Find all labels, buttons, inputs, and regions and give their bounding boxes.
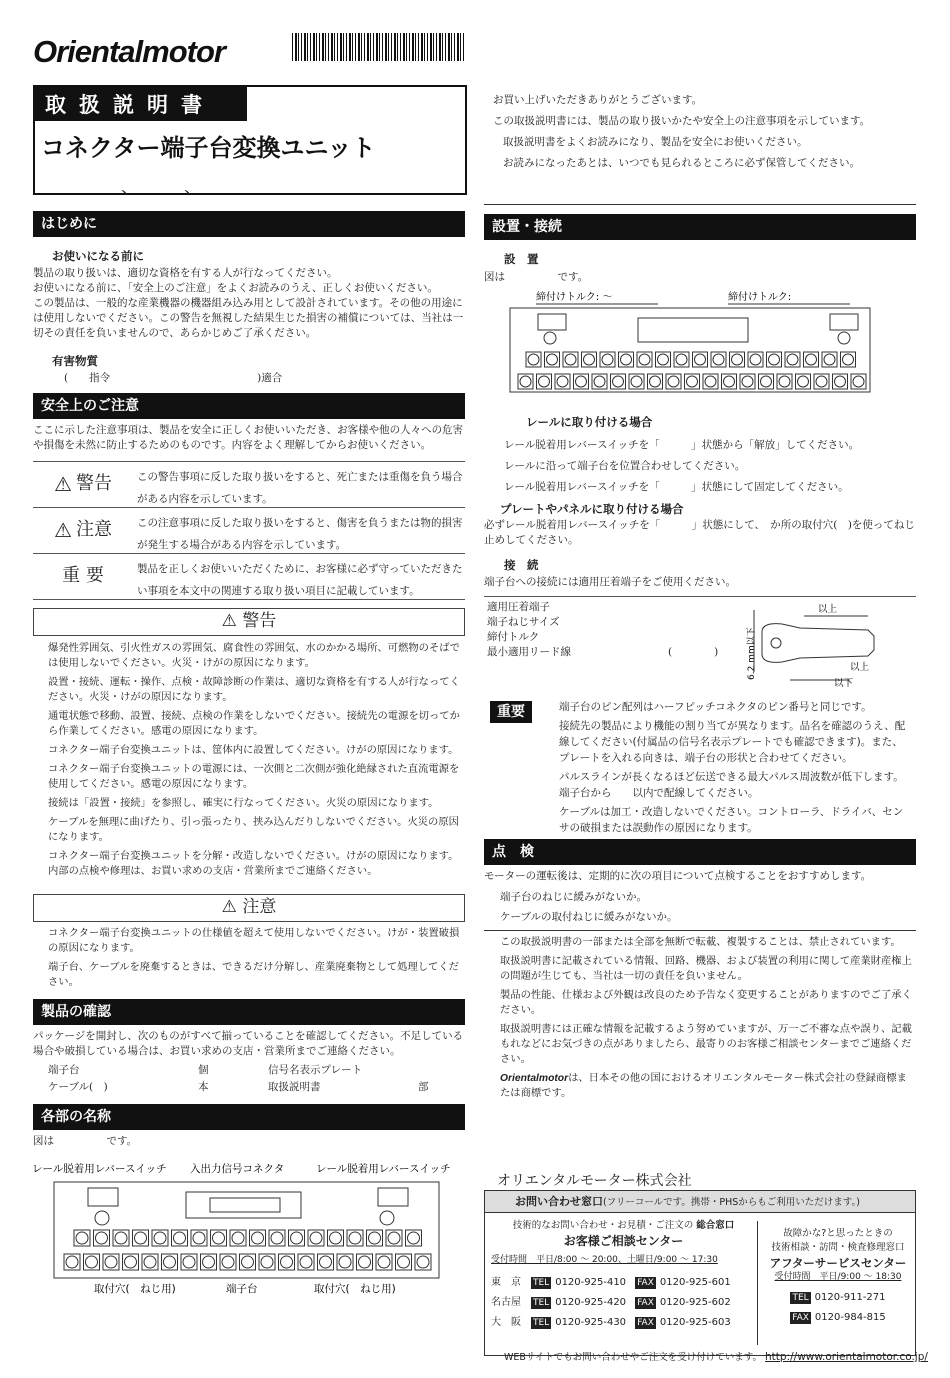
intro-line: お買い上げいただきありがとうございます。 xyxy=(493,94,703,106)
intro-text xyxy=(493,90,923,174)
warning-item: 通電状態で移動、設置、接続、点検の作業をしないでください。接続先の電源を切ってから作業してください。感電の原因になります。 xyxy=(48,710,460,737)
section-names: 各部の名称 xyxy=(33,1104,465,1130)
legal-item: 取扱説明書には正確な情報を記載するよう努めていますが、万一ご不審な点や誤り、記載もれなどにお気づきの点がありましたら、最寄りのお客様ご相談センターまでご連絡ください。 xyxy=(500,1023,912,1065)
inspect-item: 端子台のねじに緩みがないか。 xyxy=(500,891,647,903)
warning-item: コネクター端子台変換ユニットは、筐体内に設置してください。けがの原因になります。 xyxy=(48,744,459,756)
important-item: 接続先の製品により機能の割り当てが異なります。品名を確認のうえ、配線してください(付属品の信号名表示プレートでも確認できます)。また、プレートを入れる向きは、端子台の形状と合わせてください。 xyxy=(559,720,906,764)
terminal-row-lower xyxy=(64,1254,431,1270)
rail-steps xyxy=(504,435,914,498)
office-row: 名古屋 TEL 0120-925-420 FAX 0120-925-602 xyxy=(491,1297,731,1309)
legend-text: この警告事項に反した取り扱いをすると、死亡または重傷を負う場合がある内容を示しています。 xyxy=(137,471,463,505)
caution-item: 端子台、ケーブルを廃棄するときは、できるだけ分解し、産業廃棄物として処理してください。 xyxy=(48,961,459,988)
section-confirm: 製品の確認 xyxy=(33,999,465,1025)
dim-above-2: 以上 xyxy=(850,662,870,673)
caution-triangle-icon: ⚠ xyxy=(54,518,72,542)
mount-hole-left xyxy=(544,332,556,344)
package-table xyxy=(44,1062,464,1096)
table-row: 端子台 個 信号名表示プレート xyxy=(48,1064,363,1076)
legend-label: 重 要 xyxy=(62,565,104,587)
crimp-terminal-hole xyxy=(771,638,781,648)
brand-logo: Orientalmotor xyxy=(33,34,225,69)
legal-item: この取扱説明書の一部または全部を無断で転載、複製することは、禁止されています。 xyxy=(500,936,901,948)
brand-mark: Orientalmotor xyxy=(500,1073,569,1084)
safety-intro: ここに示した注意事項は、製品を安全に正しくお使いいただき、お客様や他の人々への危害や損傷を未然に防止するためのものです。内容をよく理解してからお使いください。 xyxy=(33,424,464,451)
divider xyxy=(484,596,916,597)
hazardous-text: ( 指令 )適合 xyxy=(64,372,283,384)
rail-step: レール脱着用レバースイッチを「 」状態から「解放」してください。 xyxy=(504,439,860,451)
website-link[interactable]: http://www.orientalmotor.co.jp/ xyxy=(765,1351,928,1363)
section-install: 設置・接続 xyxy=(484,214,916,240)
spec-item: 端子ねじサイズ xyxy=(487,616,560,628)
legal-list xyxy=(500,935,914,1105)
intro-line: お読みになったあとは、いつでも見られるところに必ず保管してください。 xyxy=(503,157,860,169)
crimp-terminal-diagram xyxy=(740,600,900,692)
connect-text: 端子台への接続には適用圧着端子をご使用ください。 xyxy=(484,576,736,588)
after-line: 技術相談・訪問・検査修理窓口 xyxy=(771,1241,905,1253)
web-note: WEBサイトでもお問い合わせやご注文を受け付けています。 http://www.orientalmotor.co.jp/ xyxy=(504,1351,928,1363)
table-row: ケーブル( ) 本 取扱説明書 部 xyxy=(48,1081,429,1093)
intro-line: 取扱説明書をよくお読みになり、製品を安全にお使いください。 xyxy=(503,136,808,148)
manual-label: 取扱説明書 xyxy=(35,87,247,121)
office-row: 大 阪 TEL 0120-925-430 FAX 0120-925-603 xyxy=(491,1317,731,1329)
lever-switch-left xyxy=(88,1188,118,1206)
warning-triangle-icon: ⚠ xyxy=(54,472,72,496)
sub-before-use: お使いになる前に xyxy=(52,249,144,263)
caution-head: ⚠ 注意 xyxy=(33,894,465,922)
label-hole-left: 取付穴( ねじ用) xyxy=(94,1283,176,1295)
lever-switch-right xyxy=(830,314,858,330)
section-safety: 安全上のご注意 xyxy=(33,393,465,419)
after-service xyxy=(763,1227,913,1328)
rail-title: レールに取り付ける場合 xyxy=(526,415,653,429)
sub-install: 設 置 xyxy=(504,252,539,266)
caution-list xyxy=(48,926,464,994)
legend-row-warning xyxy=(33,462,465,508)
inspect-item: ケーブルの取付ねじに緩みがないか。 xyxy=(500,911,678,923)
product-name: コネクター端子台変換ユニット xyxy=(41,134,376,162)
lever-switch-right xyxy=(378,1188,408,1206)
warning-item: 接続は「設置・接続」を参照し、確実に行なってください。火災の原因になります。 xyxy=(48,797,439,809)
support-line: 技術的なお問い合わせ・お見積・ご注文の 総合窓口 xyxy=(512,1220,735,1231)
support-center xyxy=(491,1219,756,1333)
spec-item: 最小適用リード線 xyxy=(487,646,571,658)
terminal-row-lower xyxy=(518,374,866,389)
mount-hole-right xyxy=(380,1211,394,1225)
model-separators: 、 、 xyxy=(121,177,202,198)
barcode xyxy=(292,33,464,61)
section-inspect: 点 検 xyxy=(484,839,916,865)
io-connector xyxy=(638,318,748,342)
safety-legend xyxy=(33,461,465,600)
title-box xyxy=(33,85,467,198)
support-title: お客様ご相談センター xyxy=(563,1233,684,1248)
legend-label: ⚠ 注意 xyxy=(33,508,133,553)
after-hours: 受付時間 平日/9:00 〜 18:30 xyxy=(774,1272,902,1283)
warning-head: ⚠ 警告 xyxy=(33,608,465,636)
hajime-line: この製品は、一般的な産業機器の機器組み込み用として設計されています。その他の用途には使用しないでください。この警告を無視した結果生じた損害の補償については、当社は一切その責任を負いませんので、あらかじめご了承ください。 xyxy=(33,297,464,339)
important-list xyxy=(559,699,911,836)
caution-triangle-icon: ⚠ xyxy=(221,897,243,917)
company-name: オリエンタルモーター株式会社 xyxy=(497,1173,692,1189)
spec-item: 締付トルク xyxy=(487,631,540,643)
hajime-line: 製品の取り扱いは、適切な資格を有する人が行なってください。 xyxy=(33,267,338,279)
rail-step: レールに沿って端子台を位置合わせしてください。 xyxy=(504,460,746,472)
warning-item: ケーブルを無理に曲げたり、引っ張ったり、挟み込んだりしないでください。火災の原因になります。 xyxy=(48,816,459,843)
hajime-line: お使いになる前に、「安全上のご注意」をよくお読みのうえ、正しくお使いください。 xyxy=(33,282,438,294)
label-terminal-block: 端子台 xyxy=(226,1283,258,1295)
warning-triangle-icon: ⚠ xyxy=(221,611,243,631)
important-item: パルスラインが長くなるほど伝送できる最大パルス周波数が低下します。端子台から 以内で配線してください。 xyxy=(559,771,904,799)
mount-hole-left xyxy=(95,1211,109,1225)
spec-range: ( ) xyxy=(668,646,719,658)
label-hole-right: 取付穴( ねじ用) xyxy=(314,1283,396,1295)
label-lever-right: レール脱着用レバースイッチ xyxy=(316,1163,451,1175)
install-fig: 図は です。 xyxy=(484,271,589,283)
dim-width: 6.2 mm以下 xyxy=(747,627,757,680)
section-hajime: はじめに xyxy=(33,211,465,237)
warning-list xyxy=(48,641,464,883)
legend-row-caution xyxy=(33,508,465,554)
important-tag: 重要 xyxy=(490,701,532,723)
warning-item: コネクター端子台変換ユニットの電源には、一次側と二次側が強化絶縁された直流電源を使用してください。感電の原因になります。 xyxy=(48,763,460,790)
warning-item: コネクター端子台変換ユニットを分解・改造しないでください。けがの原因になります。内部の点検や修理は、お買い求めの支店・営業所までご連絡ください。 xyxy=(48,850,459,877)
important-item: ケーブルは加工・改造しないでください。コントローラ、ドライバ、センサの破損または誤動作の原因になります。 xyxy=(559,806,904,834)
legal-item: Orientalmotorは、日本その他の国におけるオリエンタルモーター株式会社の登録商標または商標です。 xyxy=(500,1072,907,1099)
dim-below: 以下 xyxy=(834,678,854,689)
spec-title: 適用圧着端子 xyxy=(487,601,550,613)
dim-above-1: 以上 xyxy=(818,604,838,615)
legend-row-important xyxy=(33,554,465,600)
names-fig: 図は です。 xyxy=(33,1135,138,1147)
connector-shell xyxy=(210,1198,280,1212)
mount-hole-right xyxy=(838,332,850,344)
after-contacts: TEL 0120-911-271 FAX 0120-984-815 xyxy=(792,1292,886,1324)
important-item: 端子台のピン配列はハーフピッチコネクタのピン番号と同じです。 xyxy=(559,701,872,713)
legend-text: この注意事項に反した取り扱いをすると、傷害を負うまたは物的損害が発生する場合がある内容を示しています。 xyxy=(137,517,463,551)
contact-header: お問い合わせ窓口(フリーコールです。携帯・PHSからもご利用いただけます。) xyxy=(485,1191,915,1213)
install-diagram xyxy=(500,286,880,406)
warning-item: 爆発性雰囲気、引火性ガスの雰囲気、腐食性の雰囲気、水のかかる場所、可燃物のそばでは使用しないでください。火災・けがの原因になります。 xyxy=(48,642,460,669)
office-list xyxy=(491,1273,756,1333)
legal-item: 取扱説明書に記載されている情報、回路、機器、および装置の利用に関して産業財産権上の問題が生じても、当社は一切の責任を負いません。 xyxy=(500,955,912,982)
sub-connect: 接 続 xyxy=(504,558,539,572)
hazardous-title: 有害物質 xyxy=(52,354,98,368)
office-row: 東 京 TEL 0120-925-410 FAX 0120-925-601 xyxy=(491,1277,731,1289)
after-line: 故障かな?と思ったときの xyxy=(783,1228,893,1239)
plate-title: プレートやパネルに取り付ける場合 xyxy=(500,502,684,516)
legend-text: 製品を正しくお使いいただくために、お客様に必ず守っていただきたい事項を本文中の関連する取り扱い項目に記載しています。 xyxy=(137,563,463,597)
inspect-list xyxy=(500,887,678,927)
warning-box xyxy=(33,608,465,636)
parts-diagram xyxy=(30,1158,470,1303)
caution-box xyxy=(33,894,465,922)
warning-item: 設置・接続、運転・操作、点検・故障診断の作業は、適切な資格を有する人が行なってください。火災・けがの原因になります。 xyxy=(48,676,460,703)
divider xyxy=(484,204,916,205)
plate-text: 必ずレール脱着用レバースイッチを「 」状態にして、 か所の取付穴( )を使ってねじ止めしてください。 xyxy=(484,519,915,546)
label-connector: 入出力信号コネクタ xyxy=(190,1163,285,1175)
hajime-body xyxy=(33,266,465,341)
divider xyxy=(484,930,916,931)
label-lever-left: レール脱着用レバースイッチ xyxy=(32,1163,167,1175)
legend-label: ⚠ 警告 xyxy=(33,462,133,507)
torque-label-1: 締付けトルク: 〜 xyxy=(536,292,613,303)
rail-step: レール脱着用レバースイッチを「 」状態にして固定してください。 xyxy=(504,481,849,493)
contact-box xyxy=(484,1190,916,1356)
divider xyxy=(757,1221,758,1345)
confirm-body: パッケージを開封し、次のものがすべて揃っていることを確認してください。不足している場合や破損している場合は、お買い求めの支店・営業所までご連絡ください。 xyxy=(33,1030,464,1057)
legal-item: 製品の性能、仕様および外観は改良のため予告なく変更することがありますのでご了承ください。 xyxy=(500,989,912,1016)
inspect-body: モーターの運転後は、定期的に次の項目について点検することをおすすめします。 xyxy=(484,870,872,882)
caution-item: コネクター端子台変換ユニットの仕様値を超えて使用しないでください。けが・装置破損の原因になります。 xyxy=(48,927,460,954)
lever-switch-left xyxy=(538,314,566,330)
after-title: アフターサービスセンター xyxy=(769,1255,907,1270)
support-hours: 受付時間 平日/8:00 〜 20:00、土曜日/9:00 〜 17:30 xyxy=(491,1255,718,1266)
torque-label-2: 締付けトルク: xyxy=(728,292,792,303)
intro-line: この取扱説明書には、製品の取り扱いかたや安全上の注意事項を示しています。 xyxy=(493,115,871,127)
